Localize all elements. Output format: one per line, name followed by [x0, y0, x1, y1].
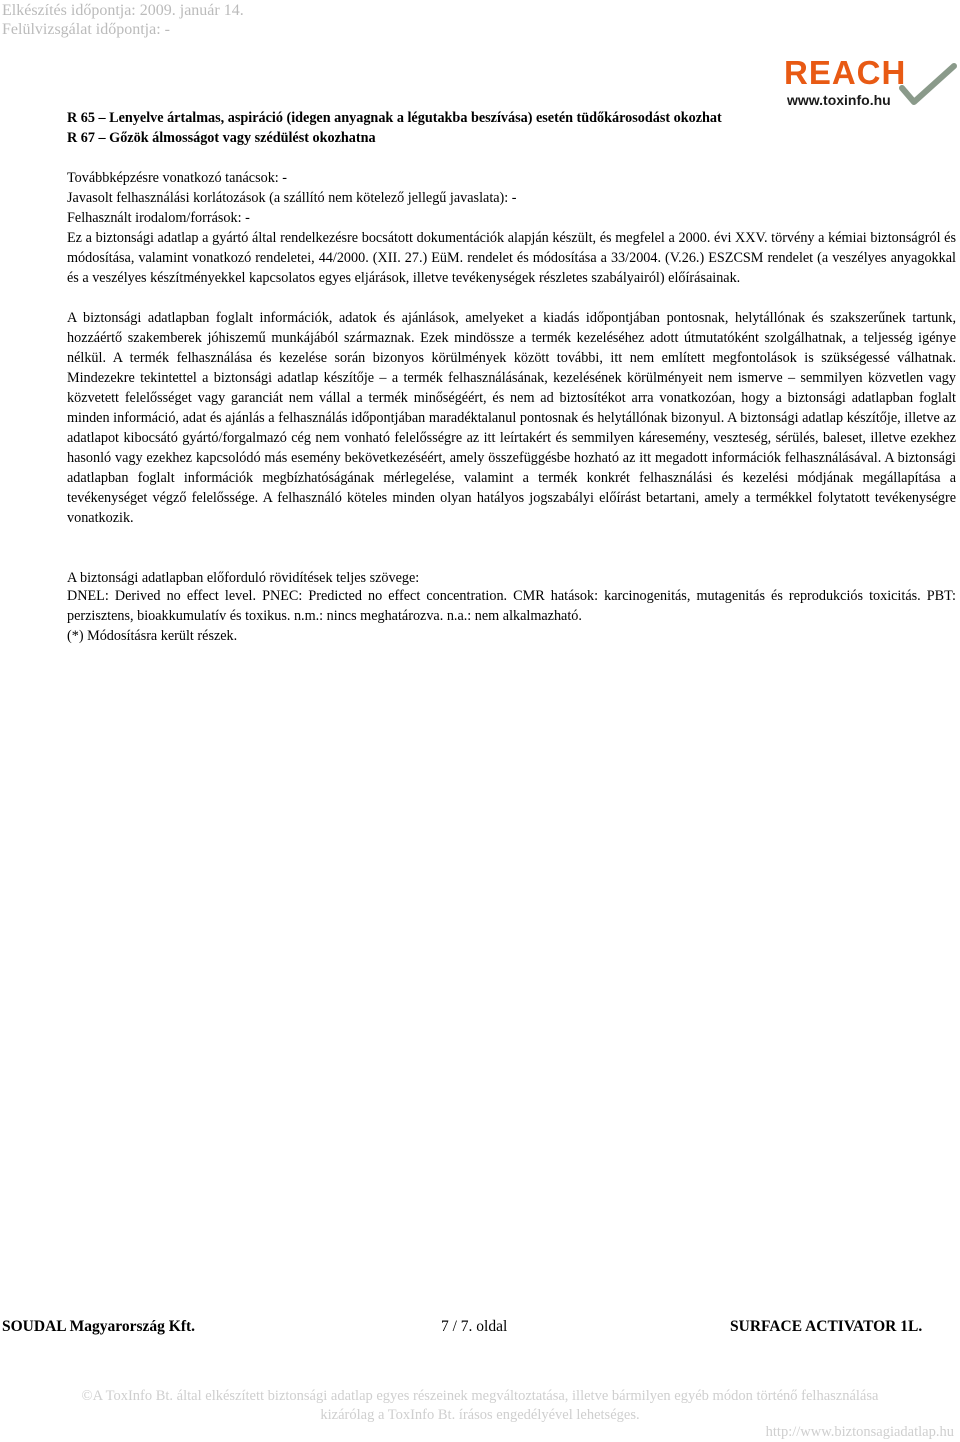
- footer-product: SURFACE ACTIVATOR 1L.: [730, 1318, 923, 1335]
- modified-note: (*) Módosításra került részek.: [67, 628, 238, 644]
- abbreviations-text: DNEL: Derived no effect level. PNEC: Predicted no effect concentration. CMR hatások: karcinogenitás, mutagenitás és reprodukciós toxicitás. PBT: perzisztens, bioakkumulatív és toxikus. n.m.: nincs meghatározva. n.a.: nem alkalmazható.: [67, 588, 956, 624]
- r67-phrase: R 67 – Gőzök álmosságot vagy szédülést okozhatna: [67, 130, 376, 146]
- creation-date: Elkészítés időpontja: 2009. január 14.: [2, 2, 244, 19]
- abbreviations-title: A biztonsági adatlapban előforduló rövidítések teljes szövege:: [67, 570, 420, 586]
- legal-basis-paragraph: Ez a biztonsági adatlap a gyártó által rendelkezésre bocsátott dokumentációk alapján készült, és megfelel a 2000. évi XXV. törvény a kémiai biztonságról és módosítása, valamint vonatkozó rendeletei, 44/2000. (XII. 27.) EüM. rendelet és módosítása a 33/2004. (V.26.) ESZCSM rendelet (a veszélyes anyagokkal és a veszélyes készítményekkel kapcsolatos egyes eljárások, illetve tevékenységek részletes szabályairól) előírásainak.: [67, 230, 956, 286]
- literature-sources: Felhasznált irodalom/források: -: [67, 210, 250, 226]
- use-restrictions: Javasolt felhasználási korlátozások (a szállító nem kötelező jellegű javaslata): -: [67, 190, 517, 206]
- reach-logo: [784, 54, 960, 112]
- logo-wordmark: REACH: [784, 54, 907, 91]
- logo-url: www.toxinfo.hu: [787, 92, 891, 108]
- disclaimer-paragraph: A biztonsági adatlapban foglalt információk, adatok és ajánlások, amelyeket a kiadás időpontjában pontosnak, helytállónak és szakszerűnek tartunk, hozzáértő szakemberek jóhiszemű munkájából származnak. Ezek mindössze a termék kezeléséhez adott útmutatóként szolgálhatnak, a teljesség igénye nélkül. A termék felhasználása és kezelése során bizonyos körülmények között további, itt nem említett megfontolások is szükségessé válhatnak. Mindezekre tekintettel a biztonsági adatlap készítője – a termék felhasználásának, kezelésének körülményeit nem ismerve – semmilyen közvetlen vagy közvetett felelősséget vagy garanciát nem vállal a termék minőségéért, és nem ad biztosítékot arra vonatkozóan, hogy a biztonsági adatlapban foglalt minden információ, adat és ajánlás a felhasználás időpontjában maradéktalanul pontosnak és helytállónak bizonyul. A biztonsági adatlap készítője, illetve az adatlapot kibocsátó gyártó/forgalmazó cég nem vonható felelősségre az itt leírtakért és semmilyen káresemény, veszteség, sérülés, baleset, illetve ezekhez hasonló vagy ezekhez kapcsolódó más esemény bekövetkezéséért, amely összefüggésbe hozható az itt megadott információk felhasználásával. A biztonsági adatlapban foglalt információk megbízhatóságának mérlegelése, valamint a termék konkrét felhasználási és kezelési módjának megállapítása a tevékenységet végző felelőssége. A felhasználó köteles minden olyan hatályos jogszabályi előírást betartani, amely a termékkel folytatott tevékenységre vonatkozik.: [67, 310, 956, 526]
- footer-company: SOUDAL Magyarország Kft.: [2, 1318, 196, 1335]
- r65-phrase: R 65 – Lenyelve ártalmas, aspiráció (idegen anyagnak a légutakba beszívása) esetén tüdőkárosodást okozhat: [67, 110, 722, 126]
- copyright-line-2: kizárólag a ToxInfo Bt. írásos engedélyével lehetséges.: [320, 1407, 640, 1423]
- training-advice: Továbbképzésre vonatkozó tanácsok: -: [67, 170, 288, 186]
- copyright-line-1: ©A ToxInfo Bt. által elkészített biztonsági adatlap egyes részeinek megváltoztatása, illetve bármilyen egyéb módon történő felhasználása: [81, 1388, 879, 1404]
- revision-date: Felülvizsgálat időpontja: -: [2, 21, 170, 38]
- website-link[interactable]: http://www.biztonsagiadatlap.hu: [765, 1424, 954, 1440]
- footer-page-number: 7 / 7. oldal: [441, 1318, 508, 1335]
